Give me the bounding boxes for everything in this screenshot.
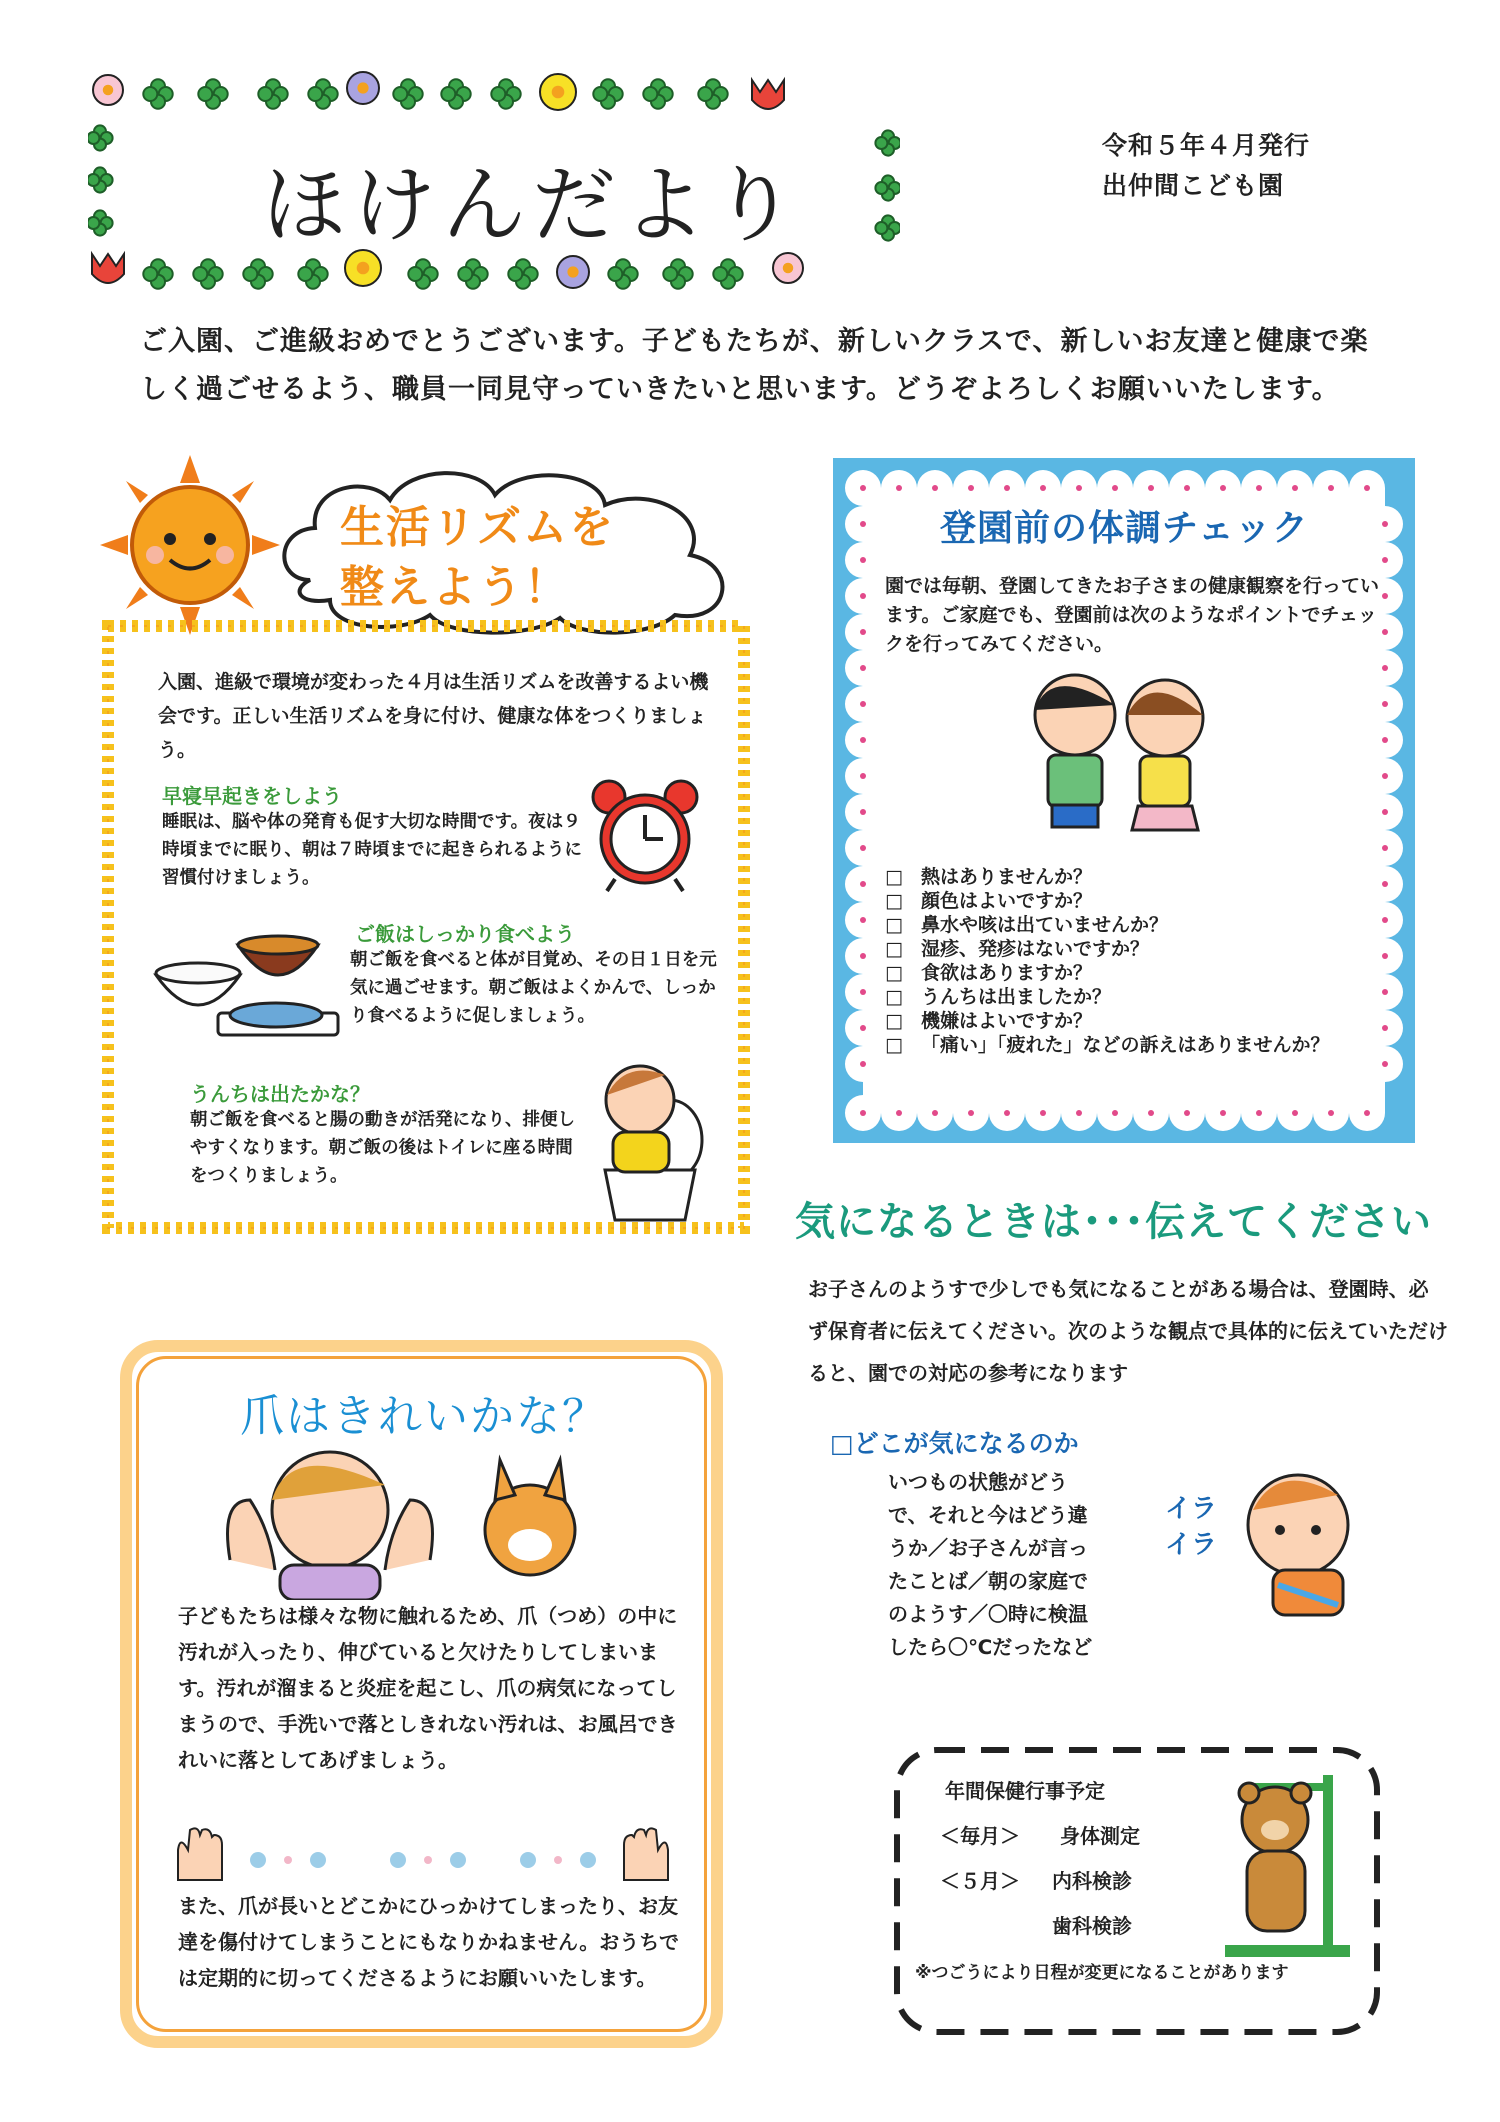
clover-icon [193, 259, 222, 288]
clover-icon [88, 125, 113, 150]
school-name: 出仲間こども園 [1102, 171, 1285, 200]
flower-icon [557, 256, 589, 288]
clover-icon [698, 79, 727, 108]
checkbox-icon[interactable]: □ [885, 938, 903, 960]
check-title: 登園前の体調チェック [940, 508, 1309, 549]
toilet-child-icon [585, 1050, 715, 1230]
clover-icon [441, 79, 470, 108]
concern-text: お子さんのようすで少しでも気になることがある場合は、登園時、必ず保育者に伝えてください。次のような観点で具体的に伝えていただけると、園での対応の参考になります [808, 1277, 1448, 1385]
intro-text: ご入園、ご進級おめでとうございます。子どもたちが、新しいクラスで、新しいお友達と健康で楽しく過ごせるよう、職員一同見守っていきたいと思います。どうぞよろしくお願いいたします。 [140, 326, 1369, 405]
clover-icon [143, 259, 172, 288]
flower-icon [93, 75, 123, 105]
checkbox-icon[interactable]: □ [885, 890, 903, 912]
clover-icon [88, 167, 113, 192]
two-children-icon [990, 660, 1250, 850]
child-and-cat-icon [210, 1440, 630, 1600]
check-item[interactable]: □ 「痛い」「疲れた」などの訴えはありませんか？ [885, 1034, 1330, 1056]
check-intro: 園では毎朝、登園してきたお子さまの健康観察を行っています。ご家庭でも、登園前は次のようなポイントでチェックを行ってみてください。 [885, 575, 1380, 655]
poop-text: 朝ご飯を食べると腸の動きが活発になり、排便しやすくなります。朝ご飯の後はトイレに座る時間をつくりましょう。 [190, 1110, 575, 1186]
check-item[interactable]: □ 鼻水や咳は出ていませんか？ [885, 914, 1168, 936]
check-item[interactable]: □ うんちは出ましたか？ [885, 986, 1111, 1008]
where-text: いつもの状態がどうで、それと今はどう違うか／お子さんが言ったことば／朝の家庭でのようす／〇時に検温したら〇℃だったなど [888, 1470, 1093, 1659]
irritated-baby-icon [1218, 1460, 1378, 1630]
concern-title: 気になるときは･･･伝えてください [795, 1199, 1432, 1245]
schedule-row1-value: 身体測定 [1060, 1824, 1140, 1848]
clover-icon [608, 259, 637, 288]
alarm-clock-icon [585, 775, 705, 895]
rhythm-title-line2: 整えよう！ [340, 562, 570, 613]
bear-measuring-icon [1205, 1765, 1355, 1960]
clover-icon [643, 79, 672, 108]
breakfast-icon [148, 925, 348, 1045]
ira-label-1: イラ [1165, 1494, 1218, 1524]
hands-divider [168, 1825, 678, 1885]
clover-icon [408, 259, 437, 288]
clover-icon [393, 79, 422, 108]
clover-icon [458, 259, 487, 288]
clover-icon [875, 175, 900, 200]
flower-icon [347, 72, 379, 104]
rhythm-intro: 入園、進級で環境が変わった４月は生活リズムを改善するよい機会です。正しい生活リズムを身に付け、健康な体をつくりましょう。 [158, 671, 709, 761]
nails-title: 爪はきれいかな？ [240, 1391, 608, 1442]
clover-icon [875, 130, 900, 155]
checkbox-icon[interactable]: □ [885, 962, 903, 984]
check-item[interactable]: □ 顔色はよいですか？ [885, 890, 1092, 912]
page-title: ほけんだより [262, 156, 803, 254]
checkbox-icon[interactable]: □ [885, 1034, 903, 1056]
sleep-text: 睡眠は、脳や体の発育も促す大切な時間です。夜は９時頃までに眠り、朝は７時頃までに起きられるように習慣付けましょう。 [162, 812, 582, 888]
checkbox-icon[interactable]: □ [885, 866, 903, 888]
schedule-row3-value: 歯科検診 [1052, 1914, 1132, 1938]
check-item[interactable]: □ 熱はありませんか？ [885, 866, 1092, 888]
rhythm-title [340, 498, 615, 618]
tulip-icon [92, 254, 124, 283]
check-item[interactable]: □ 機嫌はよいですか？ [885, 1010, 1092, 1032]
clover-icon [143, 79, 172, 108]
clover-icon [875, 215, 900, 240]
clover-icon [713, 259, 742, 288]
ira-label-2: イラ [1165, 1530, 1218, 1560]
nails-text-1: 子どもたちは様々な物に触れるため、爪（つめ）の中に汚れが入ったり、伸びていると欠けたりしてしまいます。汚れが溜まると炎症を起こし、爪の病気になってしまうので、手洗いで落としきれない汚れは、お風呂できれいに落としてあげましょう。 [178, 1604, 678, 1772]
clover-icon [508, 259, 537, 288]
clover-icon [491, 79, 520, 108]
flower-icon [540, 74, 576, 110]
check-list [885, 865, 1329, 1057]
clover-icon [663, 259, 692, 288]
schedule-row2-label: ＜５月＞ [940, 1869, 1020, 1893]
poop-heading: うんちは出たかな？ [190, 1082, 370, 1106]
meal-text: 朝ご飯を食べると体が目覚め、その日１日を元気に過ごせます。朝ご飯はよくかんで、しっかり食べるように促しましょう。 [350, 950, 717, 1026]
clover-icon [88, 210, 113, 235]
check-item[interactable]: □ 食欲はありますか？ [885, 962, 1092, 984]
checkbox-icon[interactable]: □ [885, 1010, 903, 1032]
clover-icon [298, 259, 327, 288]
schedule-row2-value: 内科検診 [1052, 1869, 1132, 1893]
clover-icon [243, 259, 272, 288]
schedule-note: ※つごうにより日程が変更になることがあります [915, 1963, 1289, 1983]
tulip-icon [752, 80, 784, 109]
clover-icon [258, 79, 287, 108]
clover-icon [593, 79, 622, 108]
sleep-heading: 早寝早起きをしよう [162, 784, 342, 808]
rhythm-title-line1: 生活リズムを [340, 502, 616, 553]
clover-icon [198, 79, 227, 108]
where-heading: □どこが気になるのか [830, 1429, 1079, 1458]
check-item[interactable]: □ 湿疹、発疹はないですか？ [885, 938, 1149, 960]
clover-icon [308, 79, 337, 108]
schedule-title: 年間保健行事予定 [945, 1779, 1105, 1803]
nails-text-2: また、爪が長いとどこかにひっかけてしまったり、お友達を傷付けてしまうことにもなりかねません。おうちでは定期的に切ってくださるようにお願いいたします。 [178, 1894, 679, 1990]
checkbox-icon[interactable]: □ [885, 914, 903, 936]
schedule-row1-label: ＜毎月＞ [940, 1824, 1020, 1848]
sun-icon [100, 455, 280, 635]
issue-date: 令和５年４月発行 [1102, 131, 1311, 160]
meal-heading: ご飯はしっかり食べよう [355, 922, 575, 946]
checkbox-icon[interactable]: □ [885, 986, 903, 1008]
